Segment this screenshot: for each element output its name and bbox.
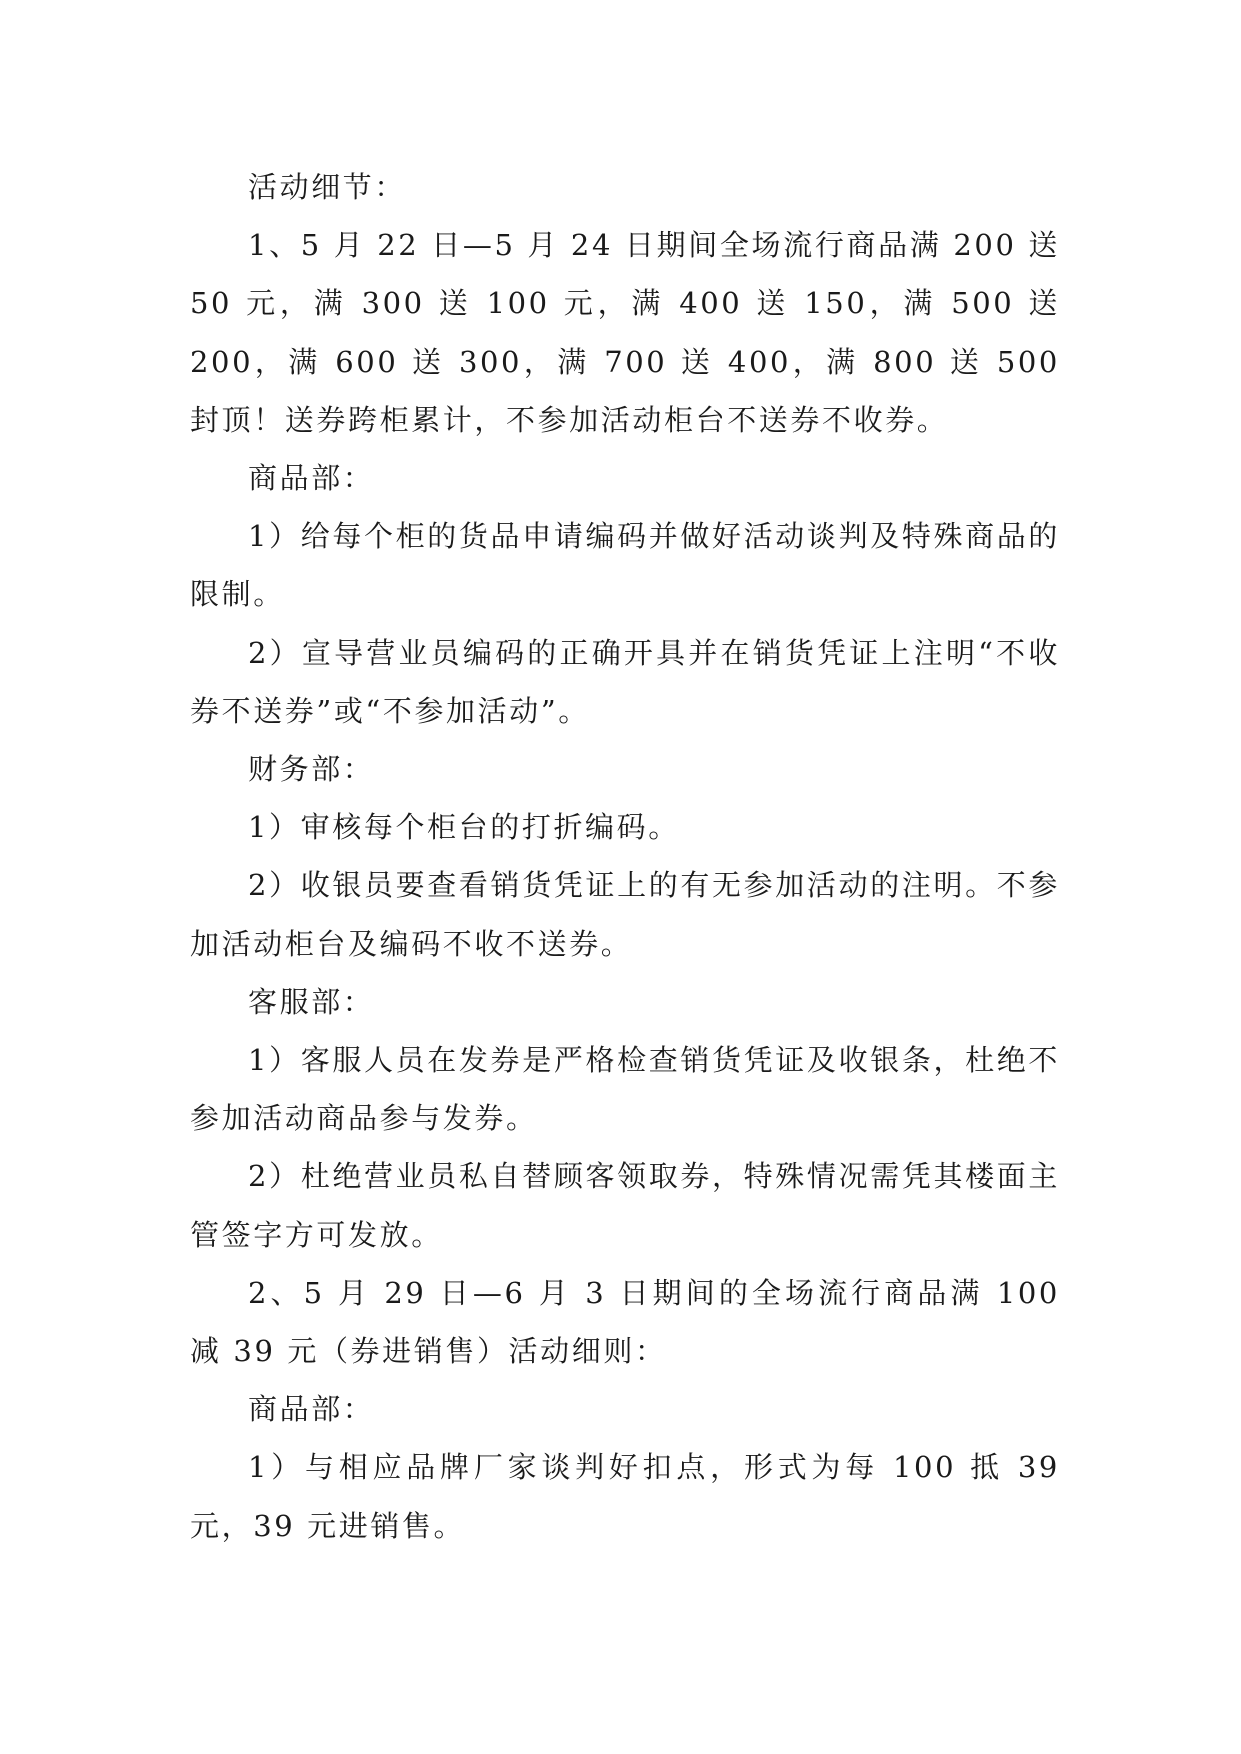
department-heading-customer-service: 客服部： [248,984,375,1019]
department-heading-merchandise-2: 商品部： [248,1392,375,1427]
department-heading-merchandise: 商品部： [248,461,375,496]
customer-service-item-1: 1）客服人员在发券是严格检查销货凭证及收银条，杜绝不参加活动商品参与发券。 [190,1043,1060,1136]
finance-item-2: 2）收银员要查看销货凭证上的有无参加活动的注明。不参加活动柜台及编码不收不送券。 [190,868,1060,961]
customer-service-item-2: 2）杜绝营业员私自替顾客领取券，特殊情况需凭其楼面主管签字方可发放。 [190,1159,1060,1252]
merchandise-item-1: 1）给每个柜的货品申请编码并做好活动谈判及特殊商品的限制。 [190,519,1060,612]
finance-item-1: 1）审核每个柜台的打折编码。 [248,810,680,845]
merchandise-2-item-1: 1）与相应品牌厂家谈判好扣点，形式为每 100 抵 39 元，39 元进销售。 [190,1450,1060,1543]
department-heading-finance: 财务部： [248,752,375,787]
paragraph-item-1: 1、5 月 22 日—5 月 24 日期间全场流行商品满 200 送 50 元，满 300 送 100 元，满 400 送 150，满 500 送 200，满 600 送 300，满 700 送 400，满 800 送 500 封顶！送券跨柜累计，不参加活动柜台不送券不收券。 [190,228,1060,437]
document-body [190,158,1060,1555]
merchandise-item-2: 2）宣导营业员编码的正确开具并在销货凭证上注明“不收券不送券”或“不参加活动”。 [190,635,1060,728]
section-heading-activity-details: 活动细节： [248,170,407,204]
paragraph-item-2: 2、5 月 29 日—6 月 3 日期间的全场流行商品满 100 减 39 元（券进销售）活动细则： [190,1275,1060,1369]
